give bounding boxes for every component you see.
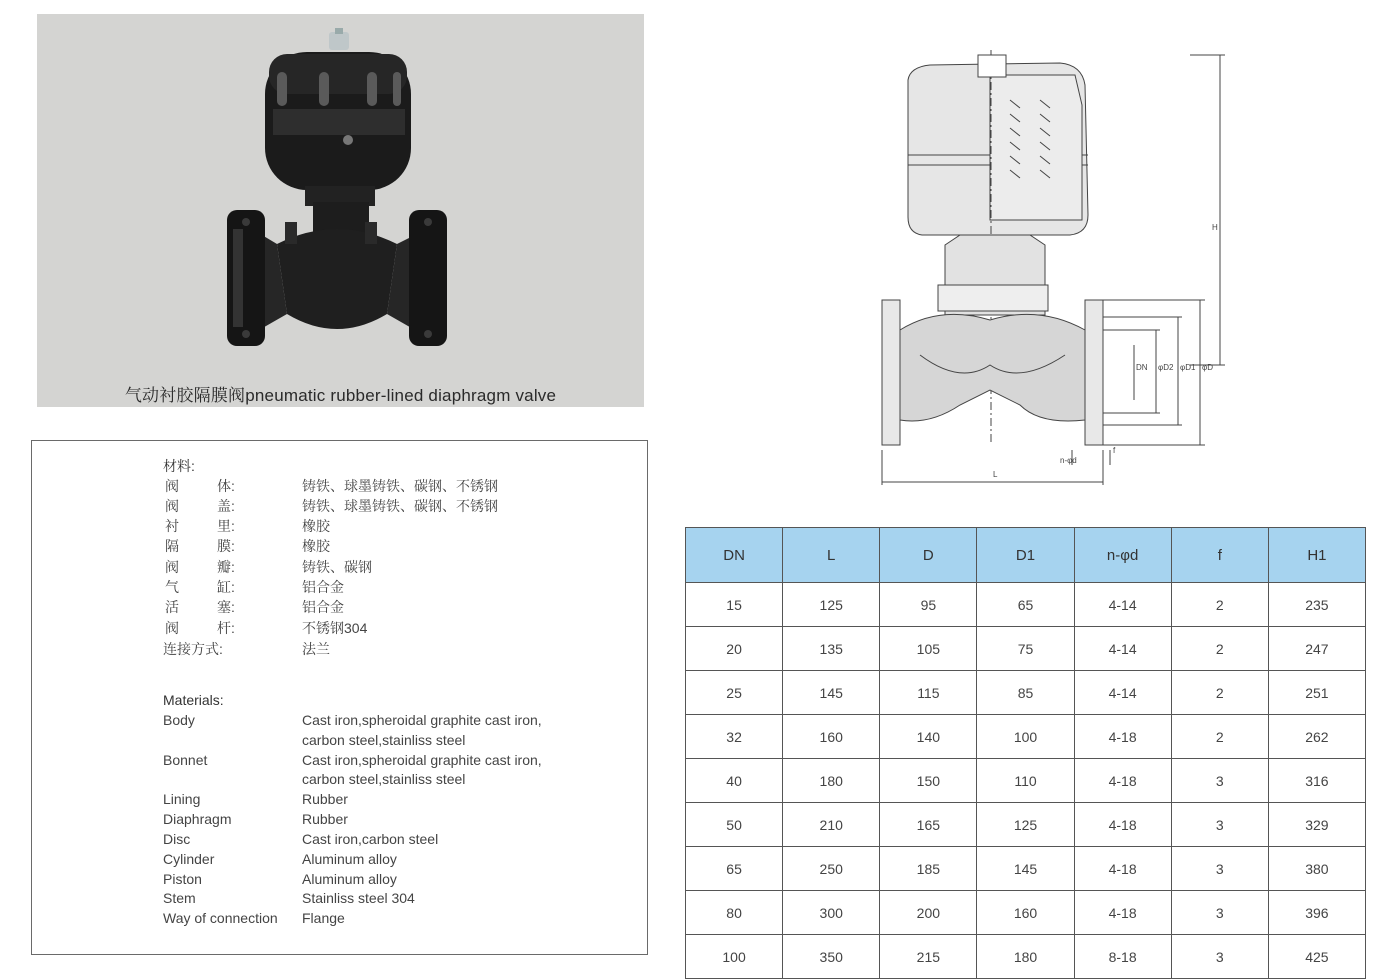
cell-d: 185 [880, 847, 977, 891]
valve-photo [37, 14, 644, 407]
cell-n-d: 8-18 [1074, 935, 1171, 979]
cell-h1: 247 [1268, 627, 1365, 671]
cell-dn: 80 [686, 891, 783, 935]
cell-dn: 40 [686, 759, 783, 803]
table-row [686, 935, 1366, 979]
cell-f: 2 [1171, 627, 1268, 671]
dim-label-dn: DN [1136, 363, 1148, 372]
cell-dn: 100 [686, 935, 783, 979]
col-header-f: f [1171, 528, 1268, 583]
cell-n-d: 4-18 [1074, 715, 1171, 759]
cell-l: 135 [783, 627, 880, 671]
cell-d: 165 [880, 803, 977, 847]
cell-f: 3 [1171, 891, 1268, 935]
cell-h1: 262 [1268, 715, 1365, 759]
col-header-h1: H1 [1268, 528, 1365, 583]
cell-n-d: 4-18 [1074, 759, 1171, 803]
materials-zh-title: 材料: [163, 458, 195, 474]
cell-f: 2 [1171, 715, 1268, 759]
table-row [686, 715, 1366, 759]
cell-d1: 100 [977, 715, 1074, 759]
cell-dn: 32 [686, 715, 783, 759]
cell-d: 115 [880, 671, 977, 715]
dim-label-d: φD [1202, 363, 1213, 372]
cell-d1: 85 [977, 671, 1074, 715]
product-photo-panel [37, 14, 644, 407]
cell-f: 3 [1171, 847, 1268, 891]
cell-f: 3 [1171, 759, 1268, 803]
cell-l: 210 [783, 803, 880, 847]
cell-dn: 20 [686, 627, 783, 671]
dim-label-nd: n-φd [1060, 456, 1077, 465]
cell-d1: 180 [977, 935, 1074, 979]
cell-l: 350 [783, 935, 880, 979]
spec-table [685, 527, 1366, 979]
cell-l: 145 [783, 671, 880, 715]
cell-dn: 15 [686, 583, 783, 627]
photo-caption: 气动衬胶隔膜阀pneumatic rubber-lined diaphragm valve [124, 386, 557, 405]
table-row [686, 671, 1366, 715]
valve-section-drawing [860, 45, 1240, 490]
cell-h1: 425 [1268, 935, 1365, 979]
cell-n-d: 4-18 [1074, 891, 1171, 935]
cell-h1: 316 [1268, 759, 1365, 803]
table-row [686, 803, 1366, 847]
cell-h1: 396 [1268, 891, 1365, 935]
table-row [686, 627, 1366, 671]
cell-d: 105 [880, 627, 977, 671]
col-header-n-d: n-φd [1074, 528, 1171, 583]
cell-d: 95 [880, 583, 977, 627]
cell-h1: 380 [1268, 847, 1365, 891]
cell-l: 180 [783, 759, 880, 803]
table-header-row [686, 528, 1366, 583]
cell-d1: 110 [977, 759, 1074, 803]
cell-dn: 50 [686, 803, 783, 847]
materials-en-title: Materials: [163, 692, 224, 708]
cell-dn: 25 [686, 671, 783, 715]
table-row [686, 583, 1366, 627]
dim-label-d2: φD2 [1158, 363, 1174, 372]
cell-d1: 125 [977, 803, 1074, 847]
cell-d1: 145 [977, 847, 1074, 891]
cell-n-d: 4-18 [1074, 803, 1171, 847]
dim-label-f: f [1113, 446, 1116, 455]
table-row [686, 891, 1366, 935]
cell-d1: 65 [977, 583, 1074, 627]
col-header-dn: DN [686, 528, 783, 583]
cell-l: 160 [783, 715, 880, 759]
cell-f: 3 [1171, 935, 1268, 979]
cell-d: 215 [880, 935, 977, 979]
cell-d: 200 [880, 891, 977, 935]
cell-d: 150 [880, 759, 977, 803]
col-header-d1: D1 [977, 528, 1074, 583]
table-row [686, 759, 1366, 803]
cell-f: 2 [1171, 671, 1268, 715]
cell-h1: 329 [1268, 803, 1365, 847]
cell-n-d: 4-14 [1074, 627, 1171, 671]
cell-dn: 65 [686, 847, 783, 891]
cell-n-d: 4-14 [1074, 583, 1171, 627]
cell-n-d: 4-14 [1074, 671, 1171, 715]
cell-n-d: 4-18 [1074, 847, 1171, 891]
col-header-l: L [783, 528, 880, 583]
dim-label-l: L [993, 470, 998, 479]
cell-l: 125 [783, 583, 880, 627]
cell-l: 300 [783, 891, 880, 935]
table-row [686, 847, 1366, 891]
cell-h1: 235 [1268, 583, 1365, 627]
cell-f: 3 [1171, 803, 1268, 847]
cell-d1: 75 [977, 627, 1074, 671]
materials-panel: 材料: 阀 体: 铸铁、球墨铸铁、碳钢、不锈钢 阀 盖: 铸铁、球墨铸铁、碳钢、不锈钢 衬 里: 橡胶 隔 膜: 橡胶 阀 瓣: 铸铁、碳钢 气 缸: 铝合金 活 塞: 铝合金 阀 杆: 不锈钢304 连接方式: 法兰 Materials: Body Cast iron,spheroidal graphite cast iron, carbon steel,stainliss steel Bonnet Cast iron,spheroidal graphite cast iron, carbon steel,stainliss steel Lining Rubber Diaphragm Rubber Disc Cast iron,carbon steel Cylinder Aluminum alloy Piston Aluminum alloy Stem Stainliss steel 304 Way of connection Flange [31, 440, 648, 955]
dim-label-d1: φD1 [1180, 363, 1196, 372]
cell-l: 250 [783, 847, 880, 891]
cell-h1: 251 [1268, 671, 1365, 715]
dim-label-h: H [1212, 223, 1218, 232]
col-header-d: D [880, 528, 977, 583]
cell-f: 2 [1171, 583, 1268, 627]
cell-d1: 160 [977, 891, 1074, 935]
cell-d: 140 [880, 715, 977, 759]
